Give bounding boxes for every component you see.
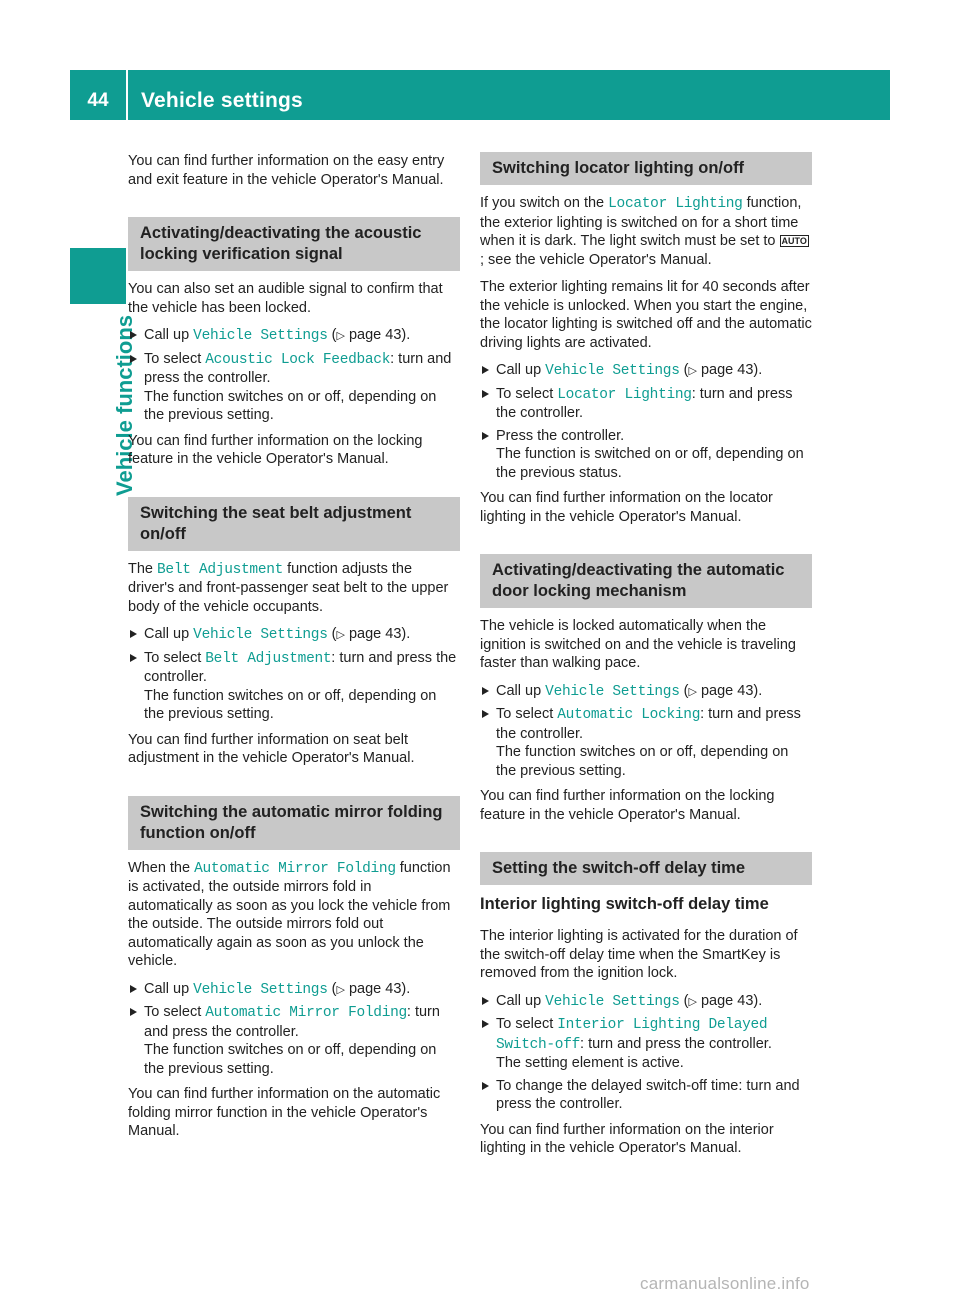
acoustic-description: You can also set an audible signal to confirm that the vehicle has been locked.: [128, 281, 443, 316]
step-result: The function is switched on or off, depending on the previous status.: [496, 446, 804, 481]
right-column: [480, 152, 812, 1167]
option-automatic-mirror-folding: Automatic Mirror Folding: [205, 1005, 407, 1021]
auto-switch-icon: AUTO: [781, 236, 807, 246]
locator-more-info: You can find further information on the locator lighting in the vehicle Operator's Manual.: [480, 490, 773, 525]
page-pointer-icon: ▷: [688, 995, 697, 1008]
page-pointer-icon: ▷: [336, 330, 345, 342]
step-call-up: Call up Vehicle Settings (▷ page 43).: [480, 361, 812, 381]
step-select-option: To select Belt Adjustment: turn and press the controller. The function switches on or off, depending on the previous setting.: [128, 649, 460, 724]
section-title: Vehicle settings: [141, 89, 303, 112]
step-result: The function switches on or off, depending on the previous setting.: [144, 1042, 437, 1077]
page-number: 44: [87, 90, 109, 111]
locator-description-2: The exterior lighting remains lit for 40 seconds after the vehicle is unlocked. When you start the engine, the locator lighting is switched off and the automatic driving lights are activated.: [480, 279, 812, 351]
mirror-description: When the Automatic Mirror Folding function is activated, the outside mirrors fold in automatically as soon as you lock the vehicle from the outside. The outside mirrors fold out automatically again as soon as you unlock the vehicle.: [128, 859, 451, 969]
option-interior-lighting-delayed: Interior Lighting Delayed Switch-off: [496, 1017, 768, 1053]
seatbelt-more-info: You can find further information on seat belt adjustment in the vehicle Operator's Manual.: [128, 731, 415, 766]
delay-description: The interior lighting is activated for the duration of the switch-off delay time when the SmartKey is removed from the ignition lock.: [480, 928, 798, 981]
step-select-option: To select Acoustic Lock Feedback: turn and press the controller. The function switches on or off, depending on the previous setting.: [128, 350, 460, 425]
step-call-up: Call up Vehicle Settings (▷ page 43).: [128, 326, 460, 346]
option-belt-adjustment: Belt Adjustment: [157, 561, 284, 578]
step-call-up: Call up Vehicle Settings (▷ page 43).: [128, 625, 460, 645]
page-pointer-icon: ▷: [688, 365, 697, 377]
page-pointer-icon: ▷: [688, 685, 697, 698]
footer-watermark: carmanualsonline.info: [640, 1274, 810, 1293]
menu-vehicle-settings: Vehicle Settings: [193, 627, 328, 643]
step-change-delay: To change the delayed switch-off time: turn and press the controller.: [480, 1077, 812, 1114]
heading-locator-lighting: Switching locator lighting on/off: [480, 152, 812, 185]
option-acoustic-lock-feedback: Acoustic Lock Feedback: [205, 351, 391, 368]
heading-switch-off-delay: Setting the switch-off delay time: [480, 852, 812, 885]
option-automatic-mirror-folding: Automatic Mirror Folding: [194, 860, 396, 877]
step-select-option: To select Locator Lighting: turn and press the controller.: [480, 385, 812, 423]
step-select-option: To select Automatic Locking: turn and press the controller. The function switches on or off, depending on the previous setting.: [480, 705, 812, 780]
subheading-interior-delay: Interior lighting switch-off delay time: [480, 895, 769, 913]
menu-vehicle-settings: Vehicle Settings: [193, 328, 328, 344]
step-result: The function switches on or off, depending on the previous setting.: [144, 687, 437, 722]
seatbelt-description: The Belt Adjustment function adjusts the driver's and front-passenger seat belt to the upper body of the vehicle occupants.: [128, 560, 449, 615]
option-automatic-locking: Automatic Locking: [557, 707, 701, 723]
acoustic-more-info: You can find further information on the locking feature in the vehicle Operator's Manual.: [128, 432, 423, 467]
step-call-up: Call up Vehicle Settings (▷ page 43).: [480, 682, 812, 702]
menu-vehicle-settings: Vehicle Settings: [193, 981, 328, 998]
mirror-more-info: You can find further information on the automatic folding mirror function in the vehicle Operator's Manual.: [128, 1086, 441, 1139]
step-select-option: To select Interior Lighting Delayed Switch-off: turn and press the controller. The setting element is active.: [480, 1015, 812, 1073]
option-locator-lighting: Locator Lighting: [608, 196, 743, 212]
page-pointer-icon: ▷: [336, 983, 345, 996]
intro-paragraph: You can find further information on the easy entry and exit feature in the vehicle Operator's Manual.: [128, 153, 445, 188]
locator-description: If you switch on the Locator Lighting function, the exterior lighting is switched on for a short time when it is dark. The light switch must be set to AUTO; see the vehicle Operator's Manual.: [480, 195, 807, 268]
left-column: [128, 152, 460, 1150]
menu-vehicle-settings: Vehicle Settings: [545, 363, 680, 379]
heading-acoustic-signal: Activating/deactivating the acoustic locking verification signal: [128, 217, 460, 271]
heading-automatic-door-locking: Activating/deactivating the automatic door locking mechanism: [480, 554, 812, 608]
option-belt-adjustment: Belt Adjustment: [205, 650, 332, 667]
header-divider: [126, 70, 128, 120]
step-select-option: To select Automatic Mirror Folding: turn and press the controller. The function switches on or off, depending on the previous setting.: [128, 1003, 460, 1078]
step-call-up: Call up Vehicle Settings (▷ page 43).: [480, 992, 812, 1012]
step-press-controller: Press the controller. The function is switched on or off, depending on the previous status.: [480, 427, 812, 483]
step-result: The function switches on or off, depending on the previous setting.: [144, 388, 437, 423]
side-chapter-label: Vehicle functions: [112, 315, 137, 496]
menu-vehicle-settings: Vehicle Settings: [545, 683, 680, 700]
step-result: The function switches on or off, depending on the previous setting.: [496, 744, 789, 779]
heading-mirror-folding: Switching the automatic mirror folding function on/off: [128, 796, 460, 850]
autolock-description: The vehicle is locked automatically when the ignition is switched on and the vehicle is traveling faster than walking pace.: [480, 618, 796, 671]
step-result: The setting element is active.: [496, 1055, 684, 1071]
delay-more-info: You can find further information on the interior lighting in the vehicle Operator's Manual.: [480, 1121, 774, 1156]
option-locator-lighting: Locator Lighting: [557, 386, 692, 403]
page-pointer-icon: ▷: [336, 629, 345, 641]
step-call-up: Call up Vehicle Settings (▷ page 43).: [128, 980, 460, 1000]
menu-vehicle-settings: Vehicle Settings: [545, 993, 680, 1010]
side-tab-block: [70, 248, 126, 304]
heading-seat-belt: Switching the seat belt adjustment on/off: [128, 497, 460, 551]
autolock-more-info: You can find further information on the locking feature in the vehicle Operator's Manual.: [480, 788, 775, 823]
